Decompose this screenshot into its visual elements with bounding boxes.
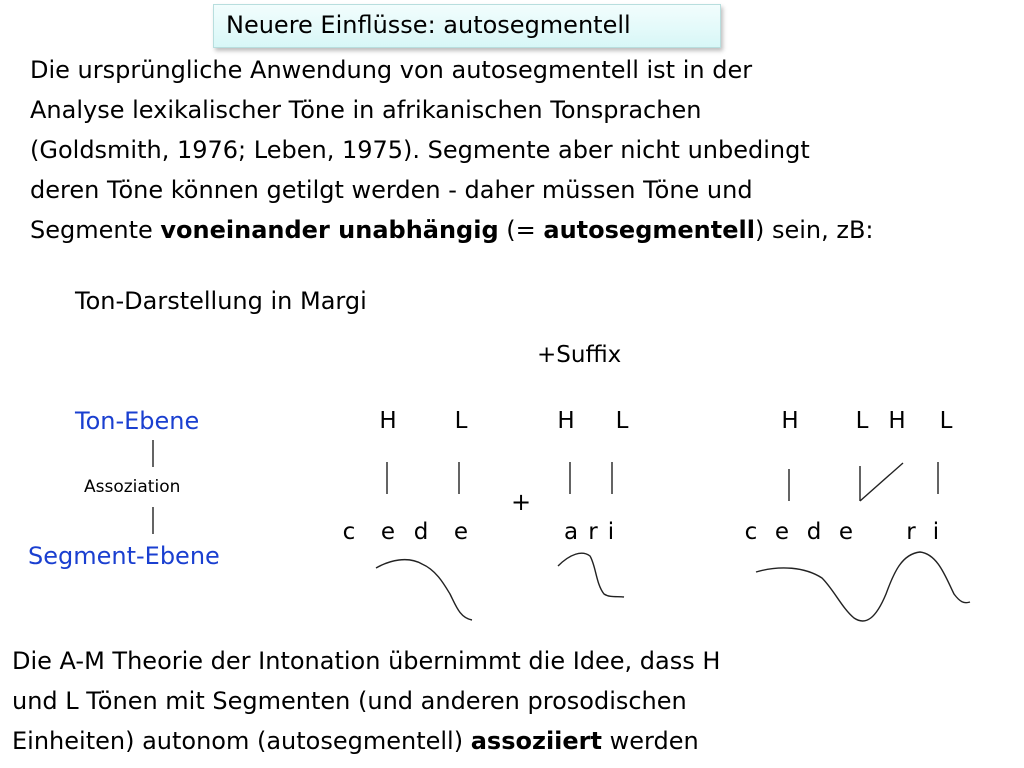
segment: i [932, 519, 940, 545]
diagram-heading: Ton-Darstellung in Margi [75, 287, 367, 315]
tone-l: L [939, 408, 953, 434]
segment: e [838, 519, 854, 545]
outro-text: Einheiten) autonom (autosegmentell) [12, 727, 471, 755]
tone-h: H [781, 408, 799, 434]
segment: d [413, 519, 429, 545]
outro-line-3 [12, 721, 720, 761]
association-line [860, 463, 903, 501]
tone-h: H [557, 408, 575, 434]
outro-line-1: Die A-M Theorie der Intonation übernimmt die Idee, dass H [12, 647, 721, 675]
intro-text: Segmente [30, 216, 161, 244]
intro-line-4: deren Töne können getilgt werden - daher müssen Töne und [30, 176, 753, 204]
intro-line-1: Die ursprüngliche Anwendung von autosegmentell ist in der [30, 56, 753, 84]
emphasis-autosegmental: autosegmentell [543, 216, 755, 244]
intro-line-2: Analyse lexikalischer Töne in afrikanischen Tonsprachen [30, 96, 702, 124]
slide-title: Neuere Einflüsse: autosegmentell [213, 4, 721, 48]
outro-line-2: und L Tönen mit Segmenten (und anderen prosodischen [12, 687, 687, 715]
emphasis-independent: voneinander unabhängig [160, 216, 499, 244]
tone-l: L [454, 408, 468, 434]
tone-l: L [855, 408, 869, 434]
intro-text: (= [498, 216, 544, 244]
pitch-contour [558, 553, 624, 597]
tone-l: L [615, 408, 629, 434]
association-label: Assoziation [84, 477, 181, 497]
plus-sign: + [511, 488, 532, 516]
outro-paragraph [12, 641, 720, 761]
segment: c [744, 519, 758, 545]
segment: e [774, 519, 790, 545]
segment: c [342, 519, 356, 545]
tone-h: H [379, 408, 397, 434]
tone-h: H [888, 408, 906, 434]
outro-text: werden [601, 727, 699, 755]
segment: r [906, 519, 916, 545]
emphasis-associated: assoziiert [470, 727, 602, 755]
intro-line-3: (Goldsmith, 1976; Leben, 1975). Segmente aber nicht unbedingt [30, 136, 810, 164]
tone-tier-label: Ton-Ebene [75, 407, 200, 435]
segment: a [563, 519, 579, 545]
segment: e [453, 519, 469, 545]
segment-tier-label: Segment-Ebene [28, 542, 220, 570]
segment: d [806, 519, 822, 545]
segment: e [380, 519, 396, 545]
pitch-contour [756, 552, 970, 621]
pitch-contour [376, 560, 472, 620]
segment: r [588, 519, 598, 545]
intro-text: ) sein, zB: [754, 216, 874, 244]
segment: i [607, 519, 615, 545]
suffix-label: +Suffix [537, 342, 622, 368]
